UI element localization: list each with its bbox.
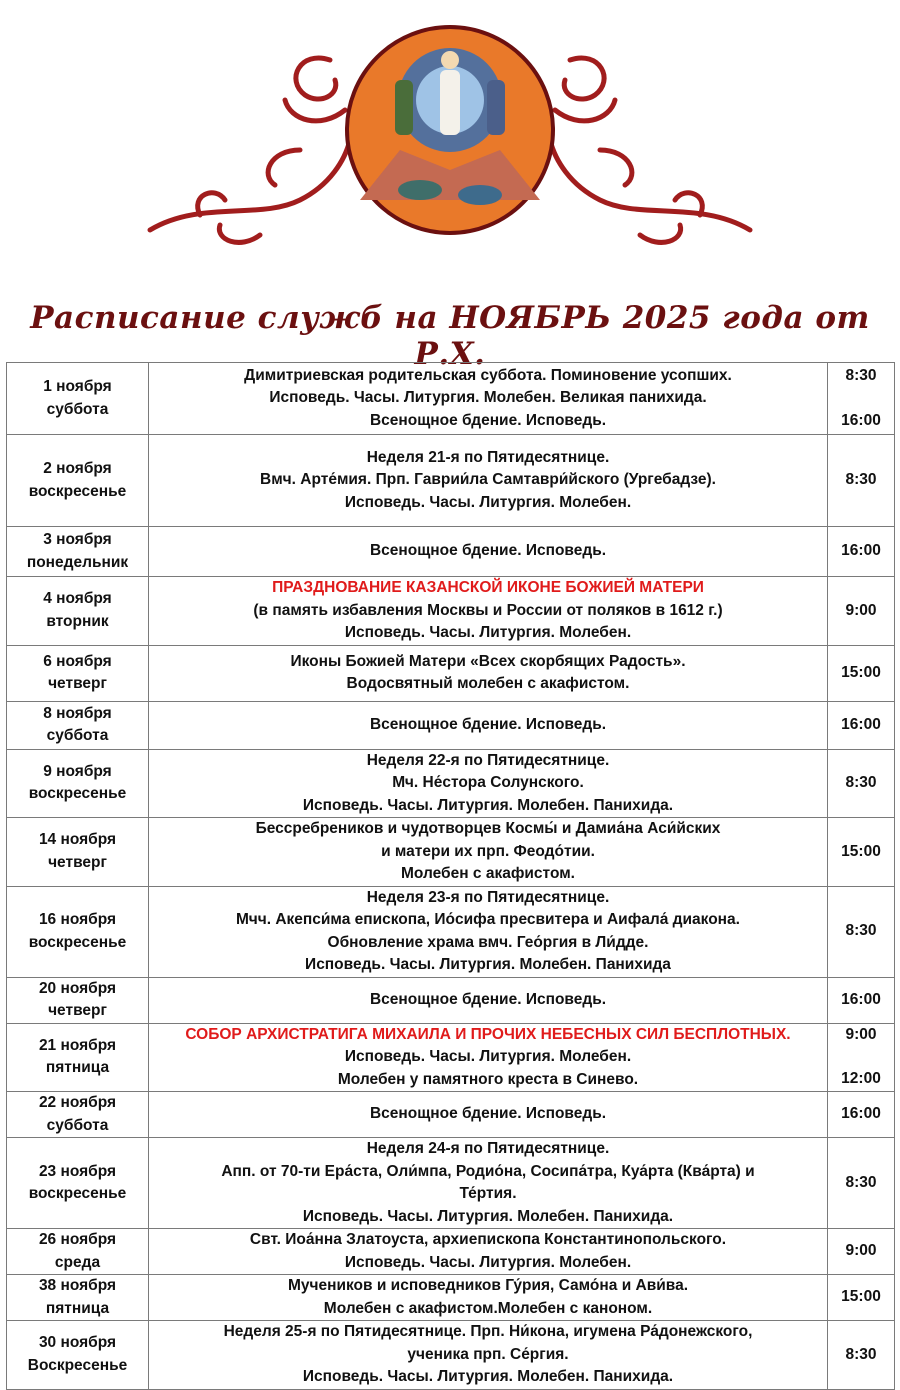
weekday-label: суббота — [46, 400, 109, 418]
service-line: Неделя 23-я по Пятидесятнице. — [366, 888, 610, 906]
services-cell — [149, 1321, 828, 1390]
time-cell — [828, 1275, 895, 1321]
service-line: Мч. Не́стора Солунского. — [392, 774, 584, 791]
service-line: Иконы Божией Матери «Всех скорбящих Радость». — [290, 652, 686, 670]
service-line: Бессребреников и чудотворцев Космы́ и Дамиа́на Аси́йских — [255, 820, 721, 837]
service-time: 8:30 — [845, 367, 877, 384]
date-label: 38 ноября — [38, 1277, 117, 1294]
weekday-label: суббота — [46, 727, 109, 744]
service-line: Исповедь. Часы. Литургия. Молебен. — [344, 1048, 632, 1065]
schedule-row — [7, 435, 895, 527]
date-cell — [7, 1275, 149, 1321]
date-cell — [7, 818, 149, 887]
time-gap — [832, 388, 890, 410]
date-cell — [7, 749, 149, 818]
transfiguration-icon — [347, 27, 553, 233]
time-cell — [828, 818, 895, 887]
service-time: 16:00 — [841, 990, 881, 1008]
time-cell — [828, 527, 895, 577]
service-line: Исповедь. Часы. Литургия. Молебен. Панихида. — [302, 1207, 674, 1225]
date-label: 1 ноября — [43, 378, 112, 395]
service-line: Исповедь. Часы. Литургия. Молебен. — [344, 1253, 632, 1271]
service-line: Вмч. Арте́мия. Прп. Гаврии́ла Самтаври́йского (Ургебадзе). — [260, 471, 716, 489]
date-label: 16 ноября — [38, 911, 117, 928]
service-line: Исповедь. Часы. Литургия. Молебен. — [344, 493, 632, 511]
schedule-row — [7, 645, 895, 701]
service-line: Исповедь. Часы. Литургия. Молебен. Панихида. — [302, 1368, 674, 1385]
services-cell — [149, 977, 828, 1023]
service-line: Исповедь. Часы. Литургия. Молебен. Панихида — [305, 956, 671, 973]
schedule-row — [7, 363, 895, 435]
service-time: 8:30 — [845, 922, 877, 940]
service-time: 8:30 — [845, 1173, 877, 1191]
time-cell — [828, 645, 895, 701]
time-cell — [828, 701, 895, 749]
service-line: Всенощное бдение. Исповедь. — [369, 1105, 607, 1123]
time-gap — [832, 1046, 890, 1068]
weekday-label: воскресенье — [28, 933, 127, 951]
weekday-label: пятница — [45, 1299, 110, 1317]
services-cell — [149, 1229, 828, 1275]
date-label: 22 ноября — [38, 1094, 117, 1111]
time-cell — [828, 363, 895, 435]
time-cell — [828, 1023, 895, 1092]
service-line: Те́ртия. — [459, 1185, 517, 1202]
schedule-row — [7, 1321, 895, 1390]
service-line: Всенощное бдение. Исповедь. — [369, 542, 607, 560]
service-line: Исповедь. Часы. Литургия. Молебен. Панихида. — [302, 796, 674, 814]
service-line: ученика прп. Се́ргия. — [407, 1345, 569, 1363]
service-line: Молебен с акафистом.Молебен с каноном. — [323, 1299, 653, 1317]
service-line: Неделя 24-я по Пятидесятнице. — [366, 1140, 610, 1157]
floral-ornament-right — [550, 58, 750, 242]
service-line: Мучеников и исповедников Гу́рия, Само́на и Ави́ва. — [287, 1277, 689, 1294]
service-time: 16:00 — [841, 542, 881, 560]
service-line: Апп. от 70-ти Ера́ста, Оли́мпа, Родио́на, Сосипа́тра, Куа́рта (Ква́рта) и — [221, 1162, 755, 1180]
service-line: Водосвятный молебен с акафистом. — [346, 675, 630, 692]
services-cell — [149, 1023, 828, 1092]
weekday-label: четверг — [48, 1002, 107, 1019]
schedule-row — [7, 1023, 895, 1092]
weekday-label: суббота — [46, 1116, 109, 1134]
services-cell — [149, 701, 828, 749]
service-line: Исповедь. Часы. Литургия. Молебен. Великая панихида. — [269, 389, 707, 407]
date-cell — [7, 1229, 149, 1275]
service-line: Свт. Иоа́нна Златоуста, архиепископа Константинопольского. — [249, 1231, 727, 1248]
schedule-row — [7, 886, 895, 977]
weekday-label: вторник — [46, 612, 109, 630]
service-time: 8:30 — [845, 1345, 877, 1363]
service-time: 12:00 — [841, 1070, 881, 1088]
services-cell — [149, 435, 828, 527]
date-label: 9 ноября — [43, 762, 112, 780]
service-line: Всенощное бдение. Исповедь. — [369, 411, 607, 429]
time-cell — [828, 886, 895, 977]
service-line: Димитриевская родительская суббота. Поминовение усопших. — [244, 366, 732, 384]
time-cell — [828, 749, 895, 818]
date-cell — [7, 1023, 149, 1092]
date-label: 30 ноября — [38, 1334, 117, 1352]
date-cell — [7, 886, 149, 977]
schedule-row — [7, 818, 895, 887]
schedule-row — [7, 701, 895, 749]
schedule-row — [7, 1275, 895, 1321]
date-label: 20 ноября — [38, 979, 117, 997]
service-line: Неделя 22-я по Пятидесятнице. — [366, 751, 610, 769]
date-label: 8 ноября — [43, 704, 112, 722]
weekday-label: четверг — [48, 853, 107, 871]
services-cell — [149, 363, 828, 435]
date-label: 21 ноября — [38, 1036, 117, 1054]
weekday-label: четверг — [48, 675, 107, 692]
schedule-row — [7, 527, 895, 577]
service-line: и матери их прп. Феодо́тии. — [381, 842, 595, 860]
time-cell — [828, 435, 895, 527]
time-cell — [828, 1138, 895, 1229]
services-cell — [149, 818, 828, 887]
weekday-label: воскресенье — [28, 1185, 127, 1202]
services-cell — [149, 1275, 828, 1321]
date-label: 4 ноября — [43, 590, 112, 608]
header-ornament — [0, 0, 900, 290]
schedule-row — [7, 1138, 895, 1229]
service-line: Молебен с акафистом. — [401, 865, 575, 882]
date-cell — [7, 977, 149, 1023]
date-cell — [7, 645, 149, 701]
service-time: 8:30 — [845, 471, 877, 489]
schedule-row — [7, 1092, 895, 1138]
schedule-row — [7, 577, 895, 646]
service-time: 15:00 — [841, 842, 881, 860]
services-cell — [149, 1138, 828, 1229]
date-cell — [7, 1138, 149, 1229]
weekday-label: понедельник — [26, 553, 129, 571]
date-cell — [7, 577, 149, 646]
time-cell — [828, 1092, 895, 1138]
schedule-table — [6, 362, 895, 1390]
service-line: Обновление храма вмч. Гео́ргия в Ли́дде. — [327, 933, 649, 951]
service-time: 9:00 — [845, 1242, 877, 1260]
service-time: 8:30 — [845, 774, 877, 791]
service-time: 16:00 — [841, 411, 881, 429]
service-time: 9:00 — [845, 1025, 877, 1043]
feast-title: СОБОР АРХИСТРАТИГА МИХАИЛА И ПРОЧИХ НЕБЕСНЫХ СИЛ БЕСПЛОТНЫХ. — [185, 1025, 791, 1043]
page-title: Расписание служб на НОЯБРЬ 2025 года от Р.Х. — [30, 300, 870, 372]
time-cell — [828, 977, 895, 1023]
floral-ornament-left — [150, 58, 350, 242]
weekday-label: воскресенье — [28, 785, 127, 803]
date-label: 6 ноября — [43, 652, 112, 670]
date-cell — [7, 527, 149, 577]
time-cell — [828, 577, 895, 646]
service-time: 16:00 — [841, 1105, 881, 1123]
services-cell — [149, 886, 828, 977]
date-label: 2 ноября — [43, 460, 112, 477]
service-time: 9:00 — [845, 601, 877, 619]
schedule-row — [7, 1229, 895, 1275]
weekday-label: пятница — [45, 1059, 110, 1077]
schedule-row — [7, 977, 895, 1023]
date-cell — [7, 1092, 149, 1138]
date-label: 14 ноября — [38, 831, 117, 849]
weekday-label: среда — [54, 1253, 101, 1271]
service-line: Всенощное бдение. Исповедь. — [369, 990, 607, 1008]
services-cell — [149, 527, 828, 577]
service-line: Молебен у памятного креста в Синево. — [337, 1070, 639, 1088]
date-label: 3 ноября — [43, 531, 112, 548]
schedule-row — [7, 749, 895, 818]
date-cell — [7, 1321, 149, 1390]
feast-title: ПРАЗДНОВАНИЕ КАЗАНСКОЙ ИКОНЕ БОЖИЕЙ МАТЕРИ — [272, 579, 704, 596]
date-label: 23 ноября — [38, 1162, 117, 1180]
services-cell — [149, 577, 828, 646]
services-cell — [149, 1092, 828, 1138]
date-cell — [7, 701, 149, 749]
service-time: 15:00 — [841, 663, 881, 681]
services-cell — [149, 749, 828, 818]
time-cell — [828, 1321, 895, 1390]
weekday-label: воскресенье — [28, 482, 127, 500]
weekday-label: Воскресенье — [27, 1356, 128, 1374]
date-label: 26 ноября — [38, 1231, 117, 1248]
service-line: (в память избавления Москвы и России от поляков в 1612 г.) — [253, 601, 723, 619]
time-cell — [828, 1229, 895, 1275]
services-cell — [149, 645, 828, 701]
service-time: 16:00 — [841, 715, 881, 733]
date-cell — [7, 435, 149, 527]
service-line: Исповедь. Часы. Литургия. Молебен. — [344, 624, 632, 641]
date-cell — [7, 363, 149, 435]
service-line: Неделя 25-я по Пятидесятнице. Прп. Ни́кона, игумена Ра́донежского, — [223, 1323, 753, 1340]
service-line: Неделя 21-я по Пятидесятнице. — [366, 448, 610, 466]
service-line: Всенощное бдение. Исповедь. — [369, 715, 607, 733]
service-time: 15:00 — [841, 1288, 881, 1306]
service-line: Мчч. Акепси́ма епископа, Ио́сифа пресвитера и Аифала́ диакона. — [236, 911, 740, 928]
